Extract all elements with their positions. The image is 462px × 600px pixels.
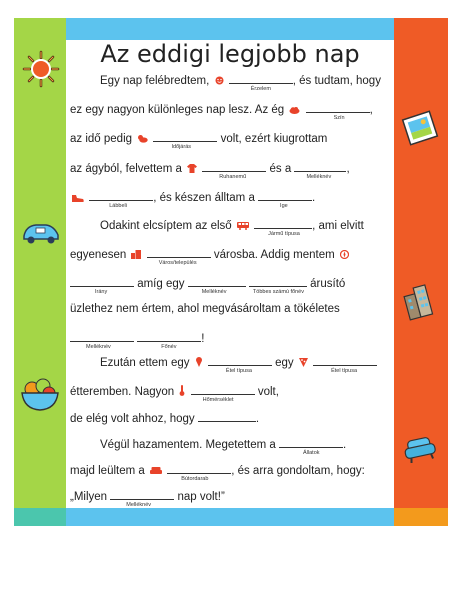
caption-animals: Állatok — [303, 450, 320, 456]
caption-color: Szín — [333, 115, 345, 121]
fruit-bowl-icon — [19, 374, 61, 414]
caption-adjective: Melléknév — [306, 174, 332, 180]
blank-vehicle[interactable] — [254, 217, 312, 237]
story-line-6 — [100, 217, 364, 237]
sun-icon — [22, 50, 60, 88]
blank-color[interactable] — [306, 101, 370, 121]
caption-adjective: Melléknév — [126, 502, 152, 508]
caption-clothing: Ruhanemű — [219, 174, 247, 180]
story-line-9 — [70, 303, 340, 315]
blank-free[interactable] — [198, 410, 256, 422]
blank-animals[interactable] — [279, 436, 343, 456]
story-text: ! — [201, 333, 205, 345]
blank-clothing[interactable] — [202, 160, 266, 180]
caption-food: Étel típusa — [225, 368, 252, 374]
caption-adjective: Melléknév — [201, 289, 227, 295]
story-line-1 — [100, 72, 381, 92]
story-text: , ami elvitt — [312, 220, 364, 232]
top-color-band — [66, 18, 394, 40]
story-text: majd leültem a — [70, 465, 145, 477]
story-text: Egy nap felébredtem, — [100, 75, 210, 87]
bus-icon — [237, 222, 249, 230]
story-text: az ágyból, felvettem a — [70, 163, 182, 175]
story-text: ez egy nagyon különleges nap lesz. Az ég — [70, 104, 285, 116]
blank-noun[interactable] — [137, 330, 201, 350]
framed-picture-icon — [400, 108, 440, 148]
caption-adjective: Melléknév — [86, 344, 111, 350]
caption-food: Étel típusa — [331, 368, 358, 374]
story-line-10 — [70, 330, 205, 350]
story-text: étteremben. Nagyon — [70, 386, 175, 398]
caption-noun: Főnév — [161, 344, 177, 350]
caption-verb: Ige — [280, 203, 288, 209]
story-text: egy — [275, 357, 294, 369]
story-line-5 — [70, 189, 316, 209]
buildings-icon — [402, 283, 436, 321]
blank-emotion[interactable] — [229, 72, 293, 92]
caption-furniture: Bútordarab — [181, 476, 209, 482]
blank-direction[interactable] — [70, 275, 134, 295]
blank-temperature[interactable] — [191, 383, 255, 403]
story-text: , — [346, 163, 350, 175]
story-text: , és tudtam, hogy — [292, 75, 381, 87]
story-line-14 — [100, 436, 347, 456]
cloud-icon — [289, 106, 300, 114]
story-line-7 — [70, 246, 351, 266]
story-text: „Milyen — [70, 491, 108, 503]
story-line-2 — [70, 101, 373, 121]
blank-plural-noun[interactable] — [249, 275, 307, 295]
blank-verb[interactable] — [258, 189, 312, 209]
story-line-4 — [70, 160, 350, 180]
story-text: árusító — [310, 278, 346, 290]
top-left-color-block — [14, 18, 66, 40]
sofa-icon — [150, 467, 162, 475]
shirt-icon — [187, 164, 197, 173]
car-icon — [20, 220, 62, 246]
story-text: nap volt!” — [177, 491, 225, 503]
story-line-11 — [100, 354, 377, 374]
story-text: üzlethez nem értem, ahol megvásároltam a tökéletes — [70, 303, 340, 315]
town-icon — [131, 250, 141, 259]
story-text: egyenesen — [70, 249, 127, 261]
caption-plural-noun: Többes számú főnév — [252, 289, 304, 295]
story-text: amíg egy — [137, 278, 185, 290]
caption-emotion: Érzelem — [250, 86, 271, 92]
blank-weather[interactable] — [153, 130, 217, 150]
story-line-13 — [70, 410, 259, 425]
ice-cream-icon — [195, 357, 203, 367]
blank-furniture[interactable] — [167, 462, 231, 482]
blank-city[interactable] — [147, 246, 211, 266]
blank-food-1[interactable] — [208, 354, 272, 374]
story-text: . — [255, 413, 260, 425]
story-line-3 — [70, 130, 328, 150]
thermometer-icon — [179, 385, 185, 396]
left-color-column — [14, 40, 66, 508]
compass-icon — [340, 250, 349, 259]
story-text: volt, ezért kiugrottam — [220, 133, 328, 145]
pizza-icon — [299, 358, 308, 367]
weather-icon — [137, 134, 148, 143]
blank-adjective-3[interactable] — [70, 330, 134, 350]
story-line-12 — [70, 383, 279, 403]
smiley-icon — [215, 76, 224, 85]
blank-adjective-2[interactable] — [188, 275, 246, 295]
armchair-icon — [402, 434, 438, 466]
story-text: de elég volt ahhoz, hogy — [70, 413, 195, 425]
blank-food-2[interactable] — [313, 354, 377, 374]
story-text: az idő pedig — [70, 133, 133, 145]
caption-temperature: Hőmérséklet — [202, 397, 234, 403]
story-text: Ezután ettem egy — [100, 357, 190, 369]
story-text: , és készen álltam a — [153, 192, 255, 204]
story-text: és a — [269, 163, 292, 175]
story-text: . — [343, 439, 347, 451]
story-text: . — [312, 192, 316, 204]
blank-footwear[interactable] — [89, 189, 153, 209]
story-text: , — [369, 104, 373, 116]
caption-vehicle: Jármű típusa — [268, 231, 300, 237]
story-text: városba. Addig mentem — [213, 249, 335, 261]
story-line-16 — [70, 488, 225, 508]
bottom-left-color-block — [14, 508, 66, 526]
blank-adjective-1[interactable] — [294, 160, 346, 180]
story-text: volt, — [257, 386, 279, 398]
story-text: , és arra gondoltam, hogy: — [231, 465, 365, 477]
bottom-color-band — [66, 508, 394, 526]
caption-city: Város/település — [158, 260, 197, 266]
story-line-8 — [70, 275, 346, 295]
bottom-right-color-block — [394, 508, 448, 526]
page-title: Az eddigi legjobb nap — [100, 40, 360, 68]
caption-footwear: Lábbeli — [109, 203, 127, 209]
caption-weather: Időjárás — [171, 144, 192, 150]
shoe-icon — [72, 194, 84, 202]
top-right-color-block — [394, 18, 448, 40]
story-text: Odakint elcsíptem az első — [100, 220, 232, 232]
story-line-15 — [70, 462, 365, 482]
blank-adjective-4[interactable] — [110, 488, 174, 508]
caption-direction: Irány — [95, 289, 108, 295]
story-text: Végül hazamentem. Megetettem a — [100, 439, 276, 451]
